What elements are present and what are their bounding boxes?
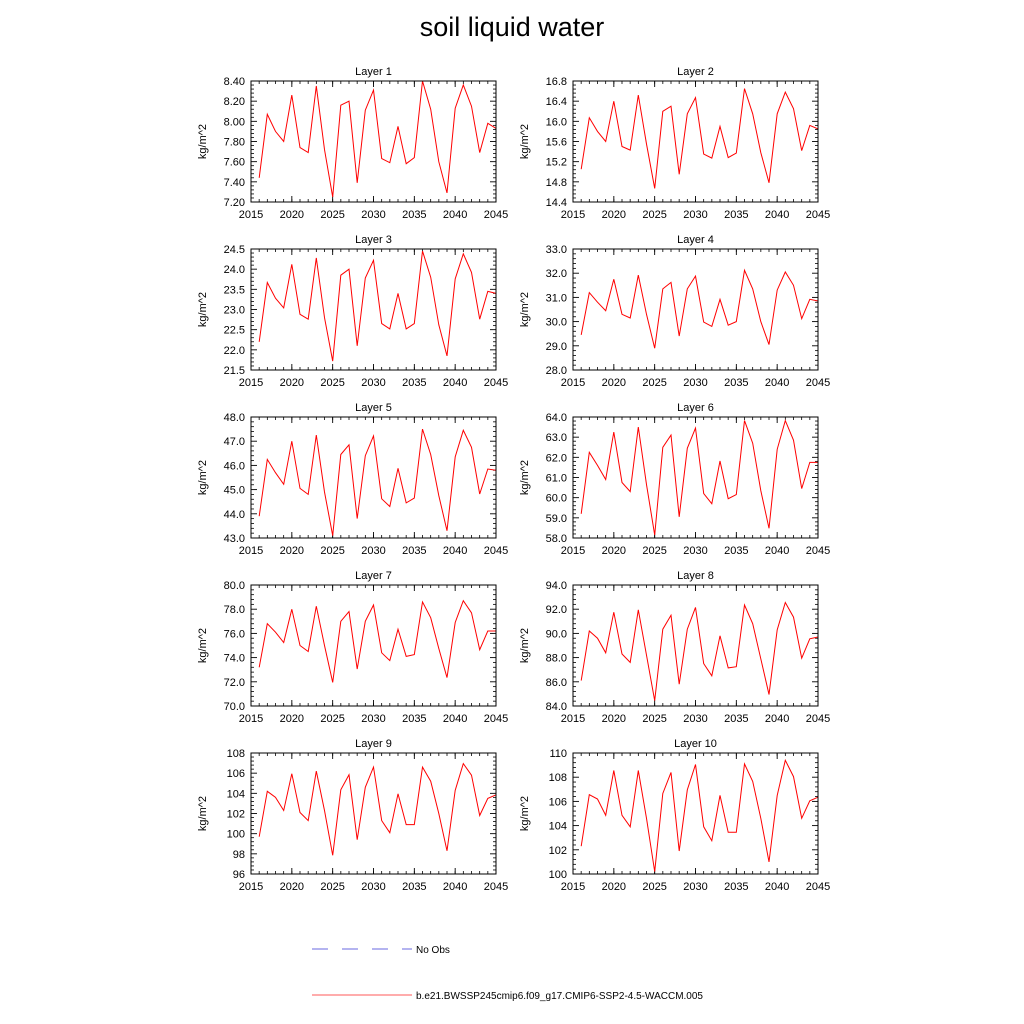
y-axis-label: kg/m^2: [519, 627, 531, 664]
x-tick-label: 2040: [442, 545, 468, 557]
y-tick-label: 7.60: [223, 156, 245, 169]
x-tick-label: 2015: [560, 713, 586, 725]
y-tick-label: 100: [226, 828, 245, 841]
panel-layer-4: [519, 234, 830, 389]
x-tick-label: 2020: [279, 881, 305, 893]
x-tick-label: 2025: [642, 713, 667, 725]
y-tick-label: 16.0: [545, 116, 567, 129]
x-tick-label: 2045: [805, 209, 831, 221]
panel-title: Layer 3: [355, 234, 392, 246]
panel-layer-8: [519, 570, 830, 725]
y-tick-label: 44.0: [223, 508, 245, 521]
x-tick-label: 2020: [279, 377, 305, 389]
series-line: [259, 81, 496, 197]
x-tick-label: 2045: [805, 713, 831, 725]
y-tick-label: 104: [226, 788, 245, 801]
y-tick-label: 88.0: [545, 652, 567, 665]
x-tick-label: 2025: [642, 881, 667, 893]
y-tick-label: 96: [232, 869, 245, 881]
panel-title: Layer 9: [355, 738, 392, 750]
x-tick-label: 2040: [442, 713, 468, 725]
x-tick-label: 2040: [764, 209, 790, 221]
x-tick-label: 2030: [683, 209, 708, 221]
x-tick-label: 2035: [724, 881, 749, 893]
x-tick-label: 2030: [683, 881, 708, 893]
panel-layer-5: [197, 402, 508, 557]
x-tick-label: 2045: [805, 881, 831, 893]
series-line: [581, 89, 818, 189]
y-tick-label: 46.0: [223, 460, 245, 473]
y-tick-label: 59.0: [545, 512, 567, 525]
x-tick-label: 2030: [361, 881, 386, 893]
series-line: [581, 760, 818, 871]
panel-layer-10: [519, 738, 830, 893]
y-tick-label: 14.4: [545, 197, 567, 209]
x-tick-label: 2035: [724, 713, 749, 725]
plot-frame: [251, 753, 496, 874]
x-tick-label: 2035: [402, 713, 427, 725]
y-axis-label: kg/m^2: [197, 795, 209, 832]
x-tick-label: 2025: [642, 545, 667, 557]
y-axis-label: kg/m^2: [519, 123, 531, 160]
series-line: [581, 603, 818, 701]
x-tick-label: 2030: [683, 545, 708, 557]
y-tick-label: 100: [548, 869, 567, 881]
series-line: [259, 251, 496, 361]
y-tick-label: 94.0: [545, 580, 567, 592]
x-tick-label: 2015: [238, 713, 264, 725]
x-tick-label: 2030: [361, 209, 386, 221]
y-tick-label: 102: [548, 844, 567, 857]
y-tick-label: 7.20: [223, 197, 245, 209]
y-tick-label: 92.0: [545, 604, 567, 617]
x-tick-label: 2045: [483, 545, 509, 557]
x-tick-label: 2045: [805, 377, 831, 389]
y-tick-label: 48.0: [223, 412, 245, 424]
series-line: [259, 429, 496, 535]
y-axis-label: kg/m^2: [197, 627, 209, 664]
y-tick-label: 104: [548, 820, 567, 833]
x-tick-label: 2040: [764, 545, 790, 557]
y-tick-label: 78.0: [223, 604, 245, 617]
x-tick-label: 2030: [361, 713, 386, 725]
plot-frame: [251, 81, 496, 202]
x-tick-label: 2035: [724, 545, 749, 557]
y-tick-label: 24.5: [223, 244, 245, 256]
figure-title: soil liquid water: [419, 12, 605, 42]
y-tick-label: 106: [226, 768, 245, 781]
x-tick-label: 2030: [361, 377, 386, 389]
panel-title: Layer 2: [677, 66, 714, 78]
y-tick-label: 8.00: [223, 116, 245, 129]
x-tick-label: 2025: [642, 209, 667, 221]
x-tick-label: 2015: [560, 881, 586, 893]
y-tick-label: 108: [548, 772, 567, 785]
x-tick-label: 2020: [601, 377, 627, 389]
x-tick-label: 2045: [483, 209, 509, 221]
y-tick-label: 47.0: [223, 436, 245, 449]
series-line: [259, 764, 496, 856]
panel-title: Layer 7: [355, 570, 392, 582]
x-tick-label: 2015: [560, 545, 586, 557]
x-tick-label: 2045: [483, 377, 509, 389]
panel-layer-7: [197, 570, 508, 725]
y-axis-label: kg/m^2: [197, 459, 209, 496]
plot-frame: [251, 585, 496, 706]
y-tick-label: 86.0: [545, 676, 567, 689]
panel-layer-2: [519, 66, 830, 221]
y-tick-label: 23.0: [223, 304, 245, 317]
x-tick-label: 2040: [764, 377, 790, 389]
panel-title: Layer 6: [677, 402, 714, 414]
x-tick-label: 2045: [483, 713, 509, 725]
y-tick-label: 28.0: [545, 365, 567, 377]
y-tick-label: 90.0: [545, 628, 567, 641]
y-tick-label: 21.5: [223, 365, 245, 377]
y-tick-label: 15.2: [545, 156, 567, 169]
x-tick-label: 2025: [320, 881, 345, 893]
x-tick-label: 2020: [279, 713, 305, 725]
series-line: [581, 421, 818, 535]
panel-title: Layer 8: [677, 570, 714, 582]
y-tick-label: 98: [232, 848, 245, 861]
x-tick-label: 2030: [683, 713, 708, 725]
panel-layer-6: [519, 402, 830, 557]
panel-layer-9: [197, 738, 508, 893]
x-tick-label: 2030: [683, 377, 708, 389]
x-tick-label: 2015: [560, 377, 586, 389]
x-tick-label: 2015: [238, 881, 264, 893]
plot-frame: [573, 753, 818, 874]
y-axis-label: kg/m^2: [197, 123, 209, 160]
x-tick-label: 2025: [320, 377, 345, 389]
x-tick-label: 2035: [402, 209, 427, 221]
x-tick-label: 2020: [601, 209, 627, 221]
x-tick-label: 2025: [642, 377, 667, 389]
x-tick-label: 2045: [483, 881, 509, 893]
y-tick-label: 61.0: [545, 472, 567, 485]
x-tick-label: 2015: [238, 377, 264, 389]
x-tick-label: 2025: [320, 209, 345, 221]
y-tick-label: 32.0: [545, 268, 567, 281]
y-tick-label: 8.40: [223, 76, 245, 88]
y-tick-label: 106: [548, 796, 567, 809]
x-tick-label: 2020: [279, 209, 305, 221]
y-tick-label: 74.0: [223, 652, 245, 665]
x-tick-label: 2035: [402, 545, 427, 557]
y-tick-label: 23.5: [223, 284, 245, 297]
y-tick-label: 33.0: [545, 244, 567, 256]
y-tick-label: 64.0: [545, 412, 567, 424]
panel-layer-1: [197, 66, 508, 221]
legend: [312, 945, 703, 1002]
x-tick-label: 2035: [402, 377, 427, 389]
y-tick-label: 76.0: [223, 628, 245, 641]
y-tick-label: 8.20: [223, 96, 245, 109]
y-tick-label: 22.5: [223, 324, 245, 337]
y-axis-label: kg/m^2: [519, 795, 531, 832]
x-tick-label: 2030: [361, 545, 386, 557]
plot-frame: [573, 585, 818, 706]
y-axis-label: kg/m^2: [519, 291, 531, 328]
x-tick-label: 2025: [320, 545, 345, 557]
x-tick-label: 2035: [724, 377, 749, 389]
y-tick-label: 16.4: [545, 96, 567, 109]
x-tick-label: 2015: [238, 545, 264, 557]
y-tick-label: 60.0: [545, 492, 567, 505]
x-tick-label: 2035: [724, 209, 749, 221]
x-tick-label: 2040: [442, 209, 468, 221]
y-tick-label: 16.8: [545, 76, 567, 88]
y-tick-label: 7.40: [223, 176, 245, 189]
x-tick-label: 2015: [560, 209, 586, 221]
y-tick-label: 110: [549, 748, 567, 760]
x-tick-label: 2020: [601, 881, 627, 893]
x-tick-label: 2020: [601, 713, 627, 725]
y-axis-label: kg/m^2: [197, 291, 209, 328]
y-tick-label: 15.6: [545, 136, 567, 149]
panel-layer-3: [197, 234, 508, 389]
y-tick-label: 14.8: [545, 176, 567, 189]
panel-title: Layer 5: [355, 402, 392, 414]
y-tick-label: 30.0: [545, 316, 567, 329]
x-tick-label: 2045: [805, 545, 831, 557]
x-tick-label: 2040: [442, 881, 468, 893]
y-tick-label: 31.0: [545, 292, 567, 305]
y-tick-label: 7.80: [223, 136, 245, 149]
series-line: [259, 601, 496, 683]
x-tick-label: 2020: [279, 545, 305, 557]
y-tick-label: 29.0: [545, 340, 567, 353]
x-tick-label: 2035: [402, 881, 427, 893]
y-tick-label: 80.0: [223, 580, 245, 592]
x-tick-label: 2020: [601, 545, 627, 557]
panel-title: Layer 4: [677, 234, 714, 246]
y-tick-label: 45.0: [223, 484, 245, 497]
x-tick-label: 2040: [764, 881, 790, 893]
y-tick-label: 43.0: [223, 533, 245, 545]
y-tick-label: 102: [226, 808, 245, 821]
x-tick-label: 2025: [320, 713, 345, 725]
series-line: [581, 270, 818, 348]
y-tick-label: 24.0: [223, 264, 245, 277]
y-tick-label: 84.0: [545, 701, 567, 713]
y-axis-label: kg/m^2: [519, 459, 531, 496]
panel-title: Layer 10: [674, 738, 717, 750]
x-tick-label: 2015: [238, 209, 264, 221]
legend-label-model: b.e21.BWSSP245cmip6.f09_g17.CMIP6-SSP2-4.5-WACCM.005: [416, 991, 703, 1002]
plot-frame: [573, 249, 818, 370]
y-tick-label: 58.0: [545, 533, 567, 545]
legend-label-no-obs: No Obs: [416, 945, 450, 956]
y-tick-label: 63.0: [545, 432, 567, 445]
y-tick-label: 108: [226, 748, 245, 760]
x-tick-label: 2040: [764, 713, 790, 725]
y-tick-label: 22.0: [223, 344, 245, 357]
y-tick-label: 72.0: [223, 676, 245, 689]
x-tick-label: 2040: [442, 377, 468, 389]
y-tick-label: 70.0: [223, 701, 245, 713]
y-tick-label: 62.0: [545, 452, 567, 465]
panel-title: Layer 1: [355, 66, 392, 78]
